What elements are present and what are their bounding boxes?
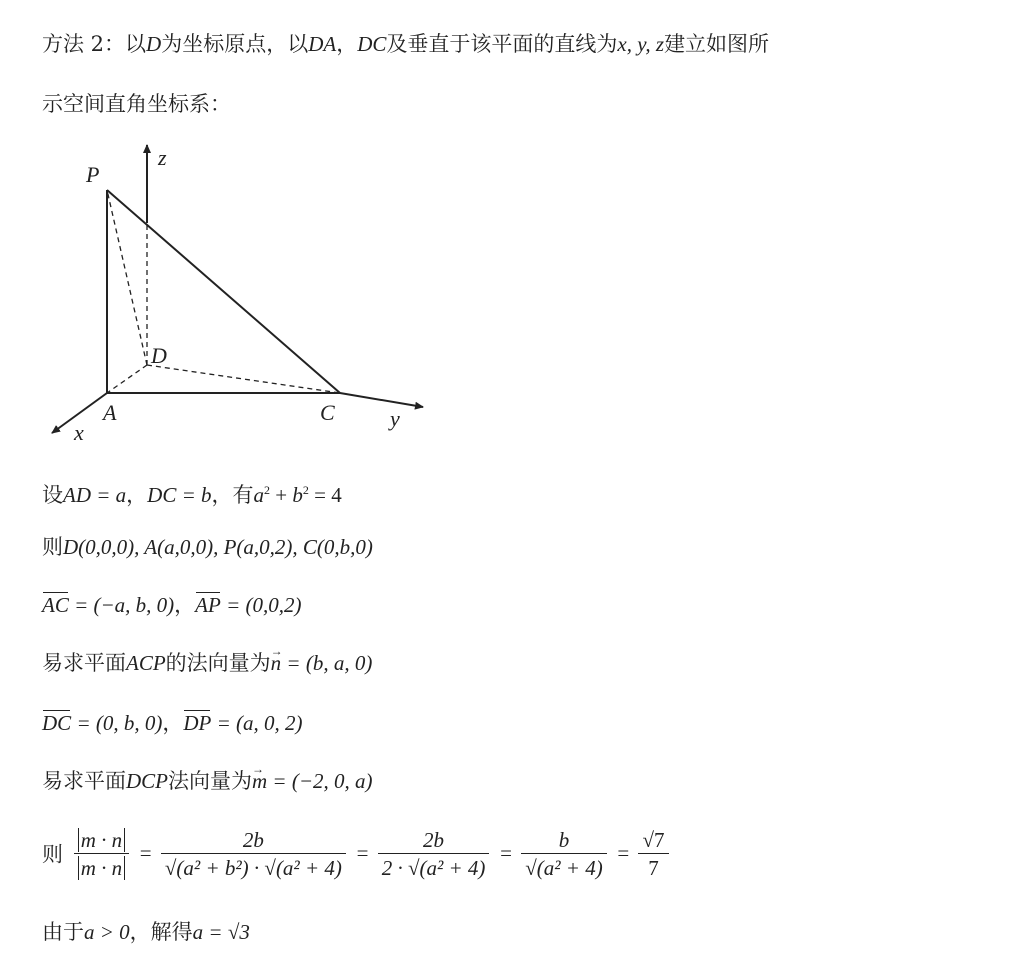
- frac5-den: 7: [648, 856, 659, 880]
- label-D: D: [151, 343, 167, 368]
- text-set: 设: [42, 483, 63, 507]
- text-line-define: [42, 476, 342, 509]
- text-line-points: [42, 533, 373, 561]
- axis-y: [340, 393, 423, 407]
- fraction-3: [378, 827, 490, 882]
- frac5-num: √7: [638, 827, 668, 854]
- text-then: 则: [42, 842, 63, 867]
- math-dot-product: m · n: [78, 828, 125, 852]
- text-coord-system: 示空间直角坐标系：: [42, 92, 231, 116]
- math-DA: DA: [308, 32, 337, 56]
- text-method-intro: 方法 2：以: [42, 32, 147, 56]
- text-line-cosine: [42, 823, 673, 885]
- text-lines-as: 及垂直于该平面的直线为: [386, 32, 618, 56]
- text-origin: 为坐标原点，以: [161, 32, 309, 56]
- frac3-den: 2 · √(a² + 4): [381, 856, 486, 880]
- math-a: a: [253, 483, 265, 507]
- text-line-method: [42, 30, 769, 58]
- math-condition: a > 0: [84, 920, 130, 944]
- math-m-value: = (−2, 0, a): [267, 769, 373, 793]
- math-dc-value: = (0, b, 0): [71, 711, 163, 735]
- text-line-vectors-ac-ap: [42, 591, 302, 619]
- edge-PC: [107, 190, 340, 393]
- figure-3d-coordinate-diagram: [40, 135, 440, 450]
- math-exp: 2: [302, 483, 309, 497]
- text-line-normal-dcp: [42, 767, 373, 795]
- math-eq: =: [356, 841, 374, 865]
- text-sep: ，: [336, 32, 358, 56]
- math-dc: DC = b: [147, 483, 212, 507]
- frac1-num: [74, 827, 129, 854]
- frac4-den: √(a² + 4): [525, 856, 603, 880]
- text-sep: ，: [126, 483, 148, 507]
- math-xyz: x, y, z: [617, 32, 665, 56]
- text-sep: ，: [162, 711, 184, 735]
- label-x: x: [74, 420, 84, 445]
- math-eq4: = 4: [308, 483, 342, 507]
- math-plane-dcp: DCP: [126, 769, 168, 793]
- fraction-5: [638, 827, 668, 882]
- vector-n: → n: [271, 649, 282, 677]
- vector-AC: AC: [42, 593, 69, 617]
- math-plane-acp: ACP: [126, 651, 166, 675]
- text-normal: 法向量为: [168, 769, 252, 793]
- label-z: z: [158, 145, 167, 170]
- vector-DP: DP: [183, 711, 212, 735]
- math-ad: AD = a: [63, 483, 127, 507]
- math-dp-value: = (a, 0, 2): [211, 711, 303, 735]
- text-then: 则: [42, 535, 63, 559]
- edge-DA: [107, 365, 147, 393]
- label-P: P: [86, 162, 100, 187]
- frac2-num: 2b: [161, 827, 346, 854]
- math-plus: +: [270, 483, 293, 507]
- text-easy: 易求平面: [42, 769, 126, 793]
- text-line-coord-system: [42, 90, 231, 118]
- label-A: A: [103, 400, 117, 425]
- math-eq: =: [617, 841, 635, 865]
- vector-AP: AP: [195, 593, 221, 617]
- frac4-num: b: [521, 827, 606, 854]
- math-n-value: = (b, a, 0): [281, 651, 373, 675]
- label-C: C: [320, 400, 335, 425]
- math-eq: =: [139, 841, 157, 865]
- text-easy: 易求平面: [42, 651, 126, 675]
- math-b: b: [292, 483, 303, 507]
- fraction-2: [161, 827, 346, 882]
- text-normal: 的法向量为: [165, 651, 271, 675]
- edge-DC: [147, 365, 340, 393]
- text-since: 由于: [42, 920, 84, 944]
- math-exp: 2: [264, 483, 271, 497]
- vector-DC: DC: [42, 711, 72, 735]
- frac3-num: 2b: [378, 827, 490, 854]
- text-line-normal-acp: [42, 649, 372, 677]
- text-line-solve: [42, 918, 250, 946]
- text-sep: ，: [174, 593, 196, 617]
- fraction-cosine: [74, 827, 129, 882]
- math-norm-product: m · n: [78, 856, 125, 880]
- math-eq: =: [500, 841, 518, 865]
- vector-m: → m: [252, 767, 267, 795]
- edge-DP: [107, 190, 147, 365]
- math-ac-value: = (−a, b, 0): [68, 593, 175, 617]
- frac1-den: [74, 854, 129, 882]
- text-solve: ，解得: [129, 920, 193, 944]
- fraction-4: [521, 827, 606, 882]
- frac2-den: √(a² + b²) · √(a² + 4): [164, 856, 342, 880]
- text-have: ，有: [211, 483, 254, 507]
- math-result: a = √3: [192, 920, 250, 944]
- text-build: 建立如图所: [664, 32, 770, 56]
- label-y: y: [390, 406, 400, 431]
- math-points: D(0,0,0), A(a,0,0), P(a,0,2), C(0,b,0): [63, 535, 373, 559]
- math-DC: DC: [357, 32, 387, 56]
- math-D: D: [146, 32, 162, 56]
- math-ap-value: = (0,0,2): [220, 593, 302, 617]
- text-line-vectors-dc-dp: [42, 709, 303, 737]
